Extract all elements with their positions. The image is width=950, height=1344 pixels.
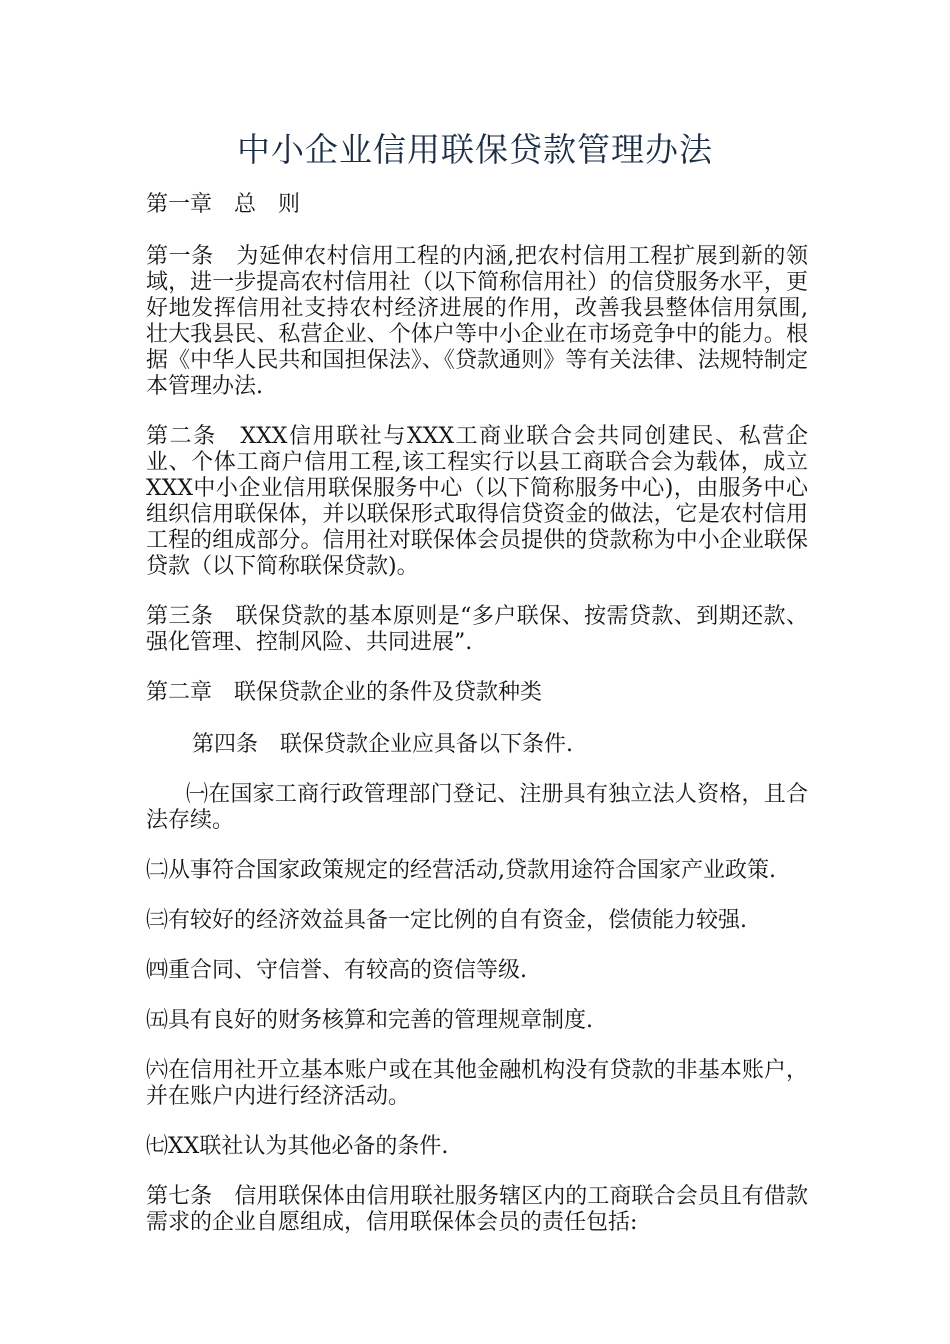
- chapter-heading-2: 第二章 联保贷款企业的条件及贷款种类: [146, 680, 543, 705]
- condition-item-7: ㈦XX联社认为其他必备的条件.: [146, 1134, 449, 1159]
- condition-item-6: ㈥在信用社开立基本账户或在其他金融机构没有贷款的非基本账户，并在账户内进行经济活动。: [146, 1058, 808, 1109]
- article-7: 第七条 信用联保体由信用联社服务辖区内的工商联合会员且有借款需求的企业自愿组成，信用联保体会员的责任包括:: [146, 1184, 808, 1235]
- article-1: 第一条 为延伸农村信用工程的内涵,把农村信用工程扩展到新的领域，进一步提高农村信用社（以下简称信用社）的信贷服务水平，更好地发挥信用社支持农村经济进展的作用，改善我县整体信用氛围,壮大我县民、私营企业、个体户等中小企业在市场竞争中的能力。根据《中华人民共和国担保法》、《贷款通则》等有关法律、法规特制定本管理办法.: [146, 244, 808, 399]
- article-4: 第四条 联保贷款企业应具备以下条件.: [192, 732, 573, 757]
- document-title: 中小企业信用联保贷款管理办法: [237, 130, 713, 169]
- condition-item-1: ㈠在国家工商行政管理部门登记、注册具有独立法人资格，且合法存续。: [146, 782, 808, 833]
- condition-item-5: ㈤具有良好的财务核算和完善的管理规章制度.: [146, 1008, 593, 1033]
- condition-item-2: ㈡从事符合国家政策规定的经营活动,贷款用途符合国家产业政策.: [146, 858, 776, 883]
- article-2: 第二条 XXX信用联社与XXX工商业联合会共同创建民、私营企业、个体工商户信用工程,该工程实行以县工商联合会为载体，成立XXX中小企业信用联保服务中心（以下简称服务中心)，由服务中心组织信用联保体，并以联保形式取得信贷资金的做法，它是农村信用工程的组成部分。信用社对联保体会员提供的贷款称为中小企业联保贷款（以下简称联保贷款)。: [146, 424, 808, 579]
- article-3: 第三条 联保贷款的基本原则是“多户联保、按需贷款、到期还款、强化管理、控制风险、共同进展”.: [146, 604, 808, 655]
- document-body: [146, 192, 808, 1260]
- chapter-heading-1: 第一章 总 则: [146, 192, 301, 217]
- condition-item-4: ㈣重合同、守信誉、有较高的资信等级.: [146, 958, 527, 983]
- condition-item-3: ㈢有较好的经济效益具备一定比例的自有资金，偿债能力较强.: [146, 908, 747, 933]
